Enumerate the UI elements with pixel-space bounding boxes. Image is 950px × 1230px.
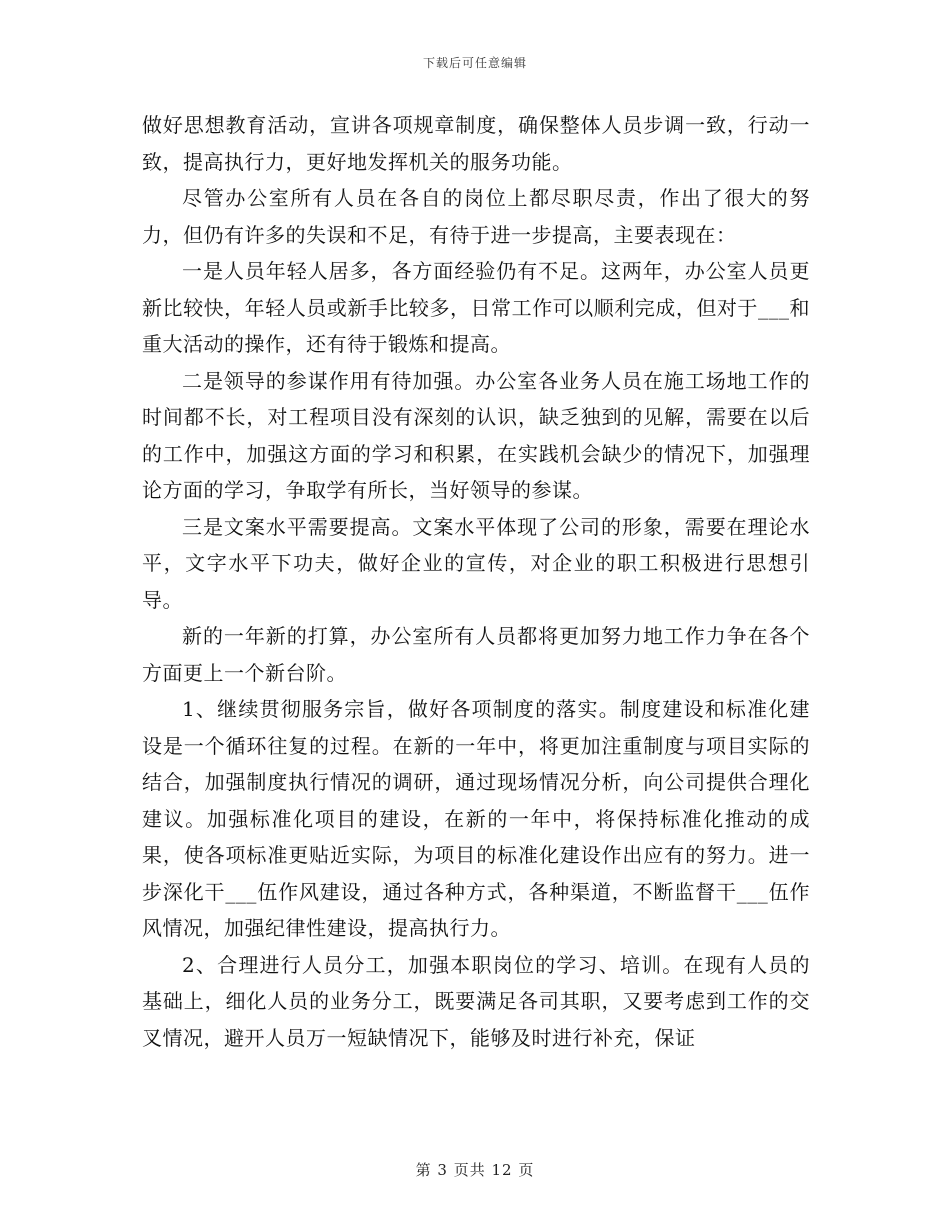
paragraph-issue-two: 二是领导的参谋作用有待加强。办公室各业务人员在施工场地工作的时间都不长，对工程项目没有深刻的认识，缺乏独到的见解，需要在以后的工作中，加强这方面的学习和积累，在实践机会缺少的情况下，加强理论方面的学习，争取学有所长，当好领导的参谋。 xyxy=(142,368,810,502)
paragraph-summary: 尽管办公室所有人员在各自的岗位上都尽职尽责，作出了很大的努力，但仍有许多的失误和不足，有待于进一步提高，主要表现在： xyxy=(142,186,810,247)
paragraph-plan-item-2: 2、合理进行人员分工，加强本职岗位的学习、培训。在现有人员的基础上，细化人员的业务分工，既要满足各司其职，又要考虑到工作的交叉情况，避开人员万一短缺情况下，能够及时进行补充，保证 xyxy=(142,952,810,1050)
paragraph-continuation: 做好思想教育活动，宣讲各项规章制度，确保整体人员步调一致，行动一致，提高执行力，更好地发挥机关的服务功能。 xyxy=(142,113,810,174)
paragraph-plan-item-1: 1、继续贯彻服务宗旨，做好各项制度的落实。制度建设和标准化建设是一个循环往复的过程。在新的一年中，将更加注重制度与项目实际的结合，加强制度执行情况的调研，通过现场情况分析，向公司提供合理化建议。加强标准化项目的建设，在新的一年中，将保持标准化推动的成果，使各项标准更贴近实际，为项目的标准化建设作出应有的努力。进一步深化干___伍作风建设，通过各种方式，各种渠道，不断监督干___伍作风情况，加强纪律性建设，提高执行力。 xyxy=(142,697,810,940)
page-footer: 第 3 页共 12 页 xyxy=(415,1161,535,1179)
paragraph-issue-one: 一是人员年轻人居多，各方面经验仍有不足。这两年，办公室人员更新比较快，年轻人员或新手比较多，日常工作可以顺利完成，但对于___和重大活动的操作，还有待于锻炼和提高。 xyxy=(142,259,810,356)
paragraph-new-year-plan: 新的一年新的打算，办公室所有人员都将更加努力地工作力争在各个方面更上一个新台阶。 xyxy=(142,624,810,685)
document-body xyxy=(142,107,810,1056)
page-header: 下载后可任意编辑 xyxy=(422,56,527,70)
paragraph-issue-three: 三是文案水平需要提高。文案水平体现了公司的形象，需要在理论水平，文字水平下功夫，做好企业的宣传，对企业的职工积极进行思想引导。 xyxy=(142,514,810,612)
